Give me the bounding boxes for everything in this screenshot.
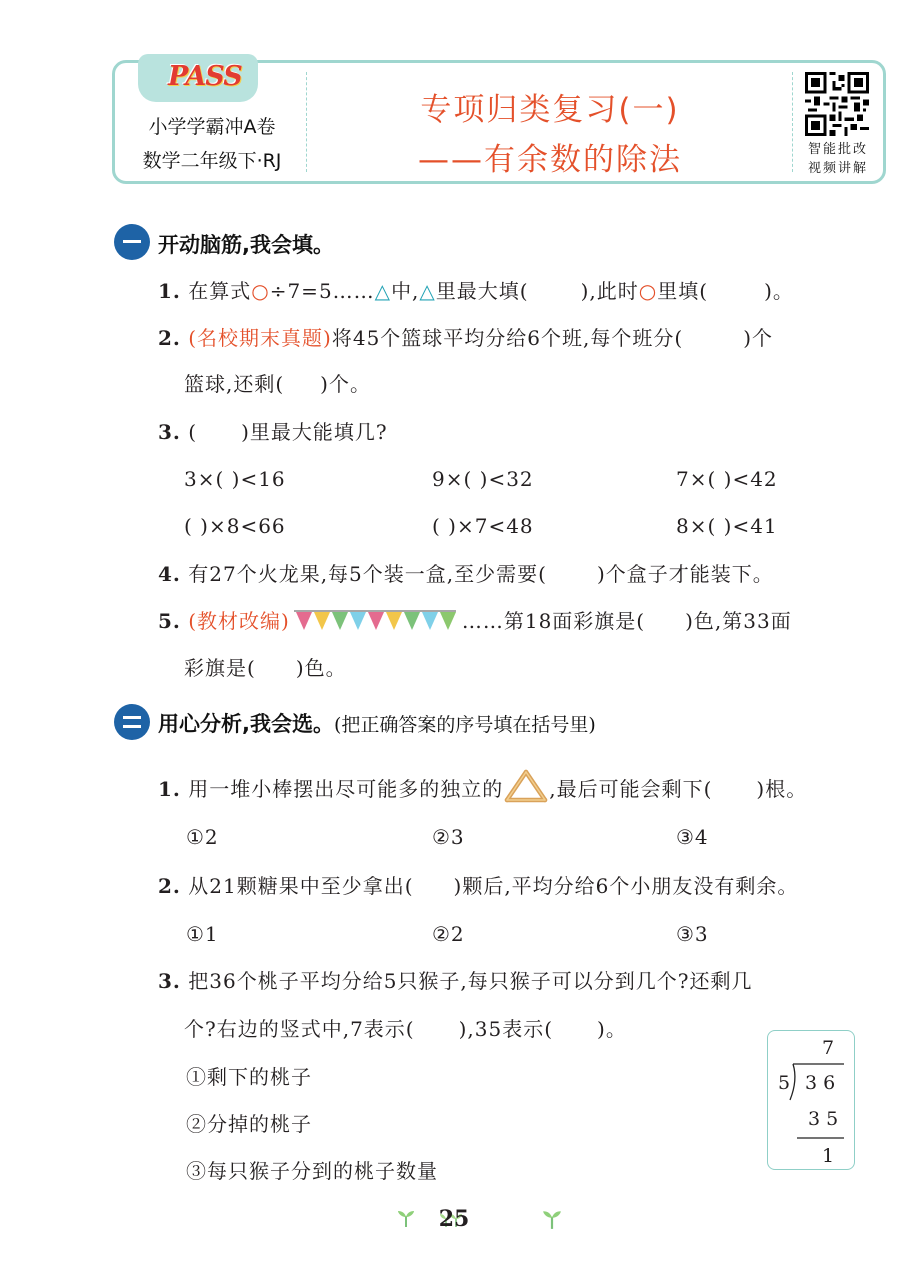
question-2-3-cont (184, 1015, 627, 1043)
bunting-flags-icon (294, 610, 456, 632)
section-one-title: 开动脑筋,我会填。 (158, 233, 334, 257)
question-text: ( (188, 420, 198, 444)
option-2-1-c[interactable]: ③4 (676, 825, 709, 849)
division-remainder: 1 (822, 1145, 841, 1167)
header-divider-right (792, 72, 793, 172)
sprout-icon (541, 1208, 563, 1230)
question-1-5 (158, 607, 792, 635)
qr-caption-grading: 智能批改 (807, 142, 868, 157)
inequality-4[interactable]: ( )×8<66 (184, 514, 286, 538)
question-text: )。 (764, 279, 794, 303)
question-number: 3. (158, 969, 181, 993)
sprout-icon (396, 1208, 416, 1228)
question-text: )根。 (756, 777, 808, 801)
question-text: 里填( (657, 279, 709, 303)
question-1-4 (158, 560, 774, 588)
section-two-title (158, 708, 596, 738)
question-1-3 (158, 418, 388, 446)
inequality-5[interactable]: ( )×7<48 (432, 514, 534, 538)
question-text: 彩旗是( (184, 656, 256, 680)
question-text: ……第18面彩旗是( (461, 609, 646, 633)
question-1-5-cont (184, 654, 347, 682)
section-one-badge-icon (114, 224, 150, 260)
option-2-3-b[interactable]: ②分掉的桃子 (186, 1112, 312, 1136)
question-text: )个盒子才能装下。 (596, 562, 774, 586)
question-text: 将45个篮球平均分给6个班,每个班分( (331, 326, 684, 350)
option-2-1-b[interactable]: ②3 (432, 825, 465, 849)
question-text: 个?右边的竖式中,7表示( (184, 1017, 415, 1041)
inequality-1[interactable]: 3×( )<16 (184, 467, 286, 491)
division-dividend: 36 (805, 1072, 842, 1094)
question-number: 5. (158, 609, 181, 633)
question-number: 1. (158, 777, 181, 801)
question-number: 1. (158, 279, 181, 303)
question-text: ÷7=5…… (269, 279, 375, 303)
circle-symbol-icon: ○ (638, 279, 658, 303)
question-text: )里最大能填几? (241, 420, 388, 444)
circle-symbol-icon: ○ (251, 279, 270, 303)
source-tag: (名校期末真题) (188, 326, 332, 350)
question-number: 3. (158, 420, 181, 444)
source-tag: (教材改编) (188, 609, 290, 633)
section-two-heading: 用心分析,我会选。 (158, 712, 334, 736)
question-text: ),此时 (580, 279, 639, 303)
series-name: 小学学霸冲A卷 (148, 116, 276, 138)
question-number: 2. (158, 326, 181, 350)
division-product: 35 (808, 1108, 845, 1130)
question-text: )个。 (320, 372, 371, 396)
option-2-3-c[interactable]: ③每只猴子分到的桃子数量 (186, 1159, 438, 1183)
question-text: 从21颗糖果中至少拿出( (188, 874, 414, 898)
question-1-1 (158, 277, 794, 305)
header-divider-left (306, 72, 307, 172)
question-text: )。 (597, 1017, 627, 1041)
question-2-1 (158, 768, 807, 804)
qr-caption-video: 视频讲解 (807, 161, 868, 176)
option-2-1-a[interactable]: ①2 (186, 825, 219, 849)
question-text: 里最大填( (435, 279, 529, 303)
division-quotient: 7 (822, 1037, 841, 1059)
question-text: 用一堆小棒摆出尽可能多的独立的 (188, 777, 504, 801)
question-text: )颗后,平均分给6个小朋友没有剩余。 (453, 874, 799, 898)
stick-triangle-icon (503, 768, 549, 804)
question-text: 在算式 (188, 279, 252, 303)
question-text: )色,第33面 (685, 609, 792, 633)
question-text: 把36个桃子平均分给5只猴子,每只猴子可以分到几个?还剩几 (188, 969, 753, 993)
page-number-text: 25 (438, 1206, 470, 1232)
question-text: ),35表示( (458, 1017, 554, 1041)
inequality-2[interactable]: 9×( )<32 (432, 467, 534, 491)
option-2-2-b[interactable]: ②2 (432, 922, 465, 946)
question-number: 4. (158, 562, 181, 586)
inequality-6[interactable]: 8×( )<41 (676, 514, 778, 538)
section-two-instruction: (把正确答案的序号填在括号里) (333, 714, 596, 736)
question-text: 有27个火龙果,每5个装一盒,至少需要( (188, 562, 547, 586)
question-text: )色。 (295, 656, 347, 680)
option-2-2-c[interactable]: ③3 (676, 922, 709, 946)
triangle-symbol-icon: △ (374, 279, 392, 303)
question-2-2 (158, 872, 798, 900)
page-title: 专项归类复习(一) (420, 92, 680, 128)
question-text: ,最后可能会剩下( (549, 777, 713, 801)
question-text: 中, (391, 279, 420, 303)
triangle-symbol-icon: △ (419, 279, 436, 303)
question-text: )个 (743, 326, 774, 350)
subject-grade: 数学二年级下·RJ (142, 150, 282, 172)
question-1-2-cont (184, 370, 371, 398)
section-two-badge-icon (114, 704, 150, 740)
pass-logo: PASS (168, 61, 242, 92)
option-2-2-a[interactable]: ①1 (186, 922, 219, 946)
page-subtitle: ——有余数的除法 (418, 142, 682, 178)
inequality-3[interactable]: 7×( )<42 (676, 467, 778, 491)
option-2-3-a[interactable]: ①剩下的桃子 (186, 1065, 312, 1089)
question-text: 篮球,还剩( (184, 372, 285, 396)
division-divisor: 5 (778, 1072, 797, 1094)
question-1-2 (158, 324, 773, 352)
question-2-3 (158, 967, 753, 995)
question-number: 2. (158, 874, 181, 898)
long-division-lines (767, 1030, 855, 1170)
qr-code-icon[interactable] (805, 72, 869, 136)
